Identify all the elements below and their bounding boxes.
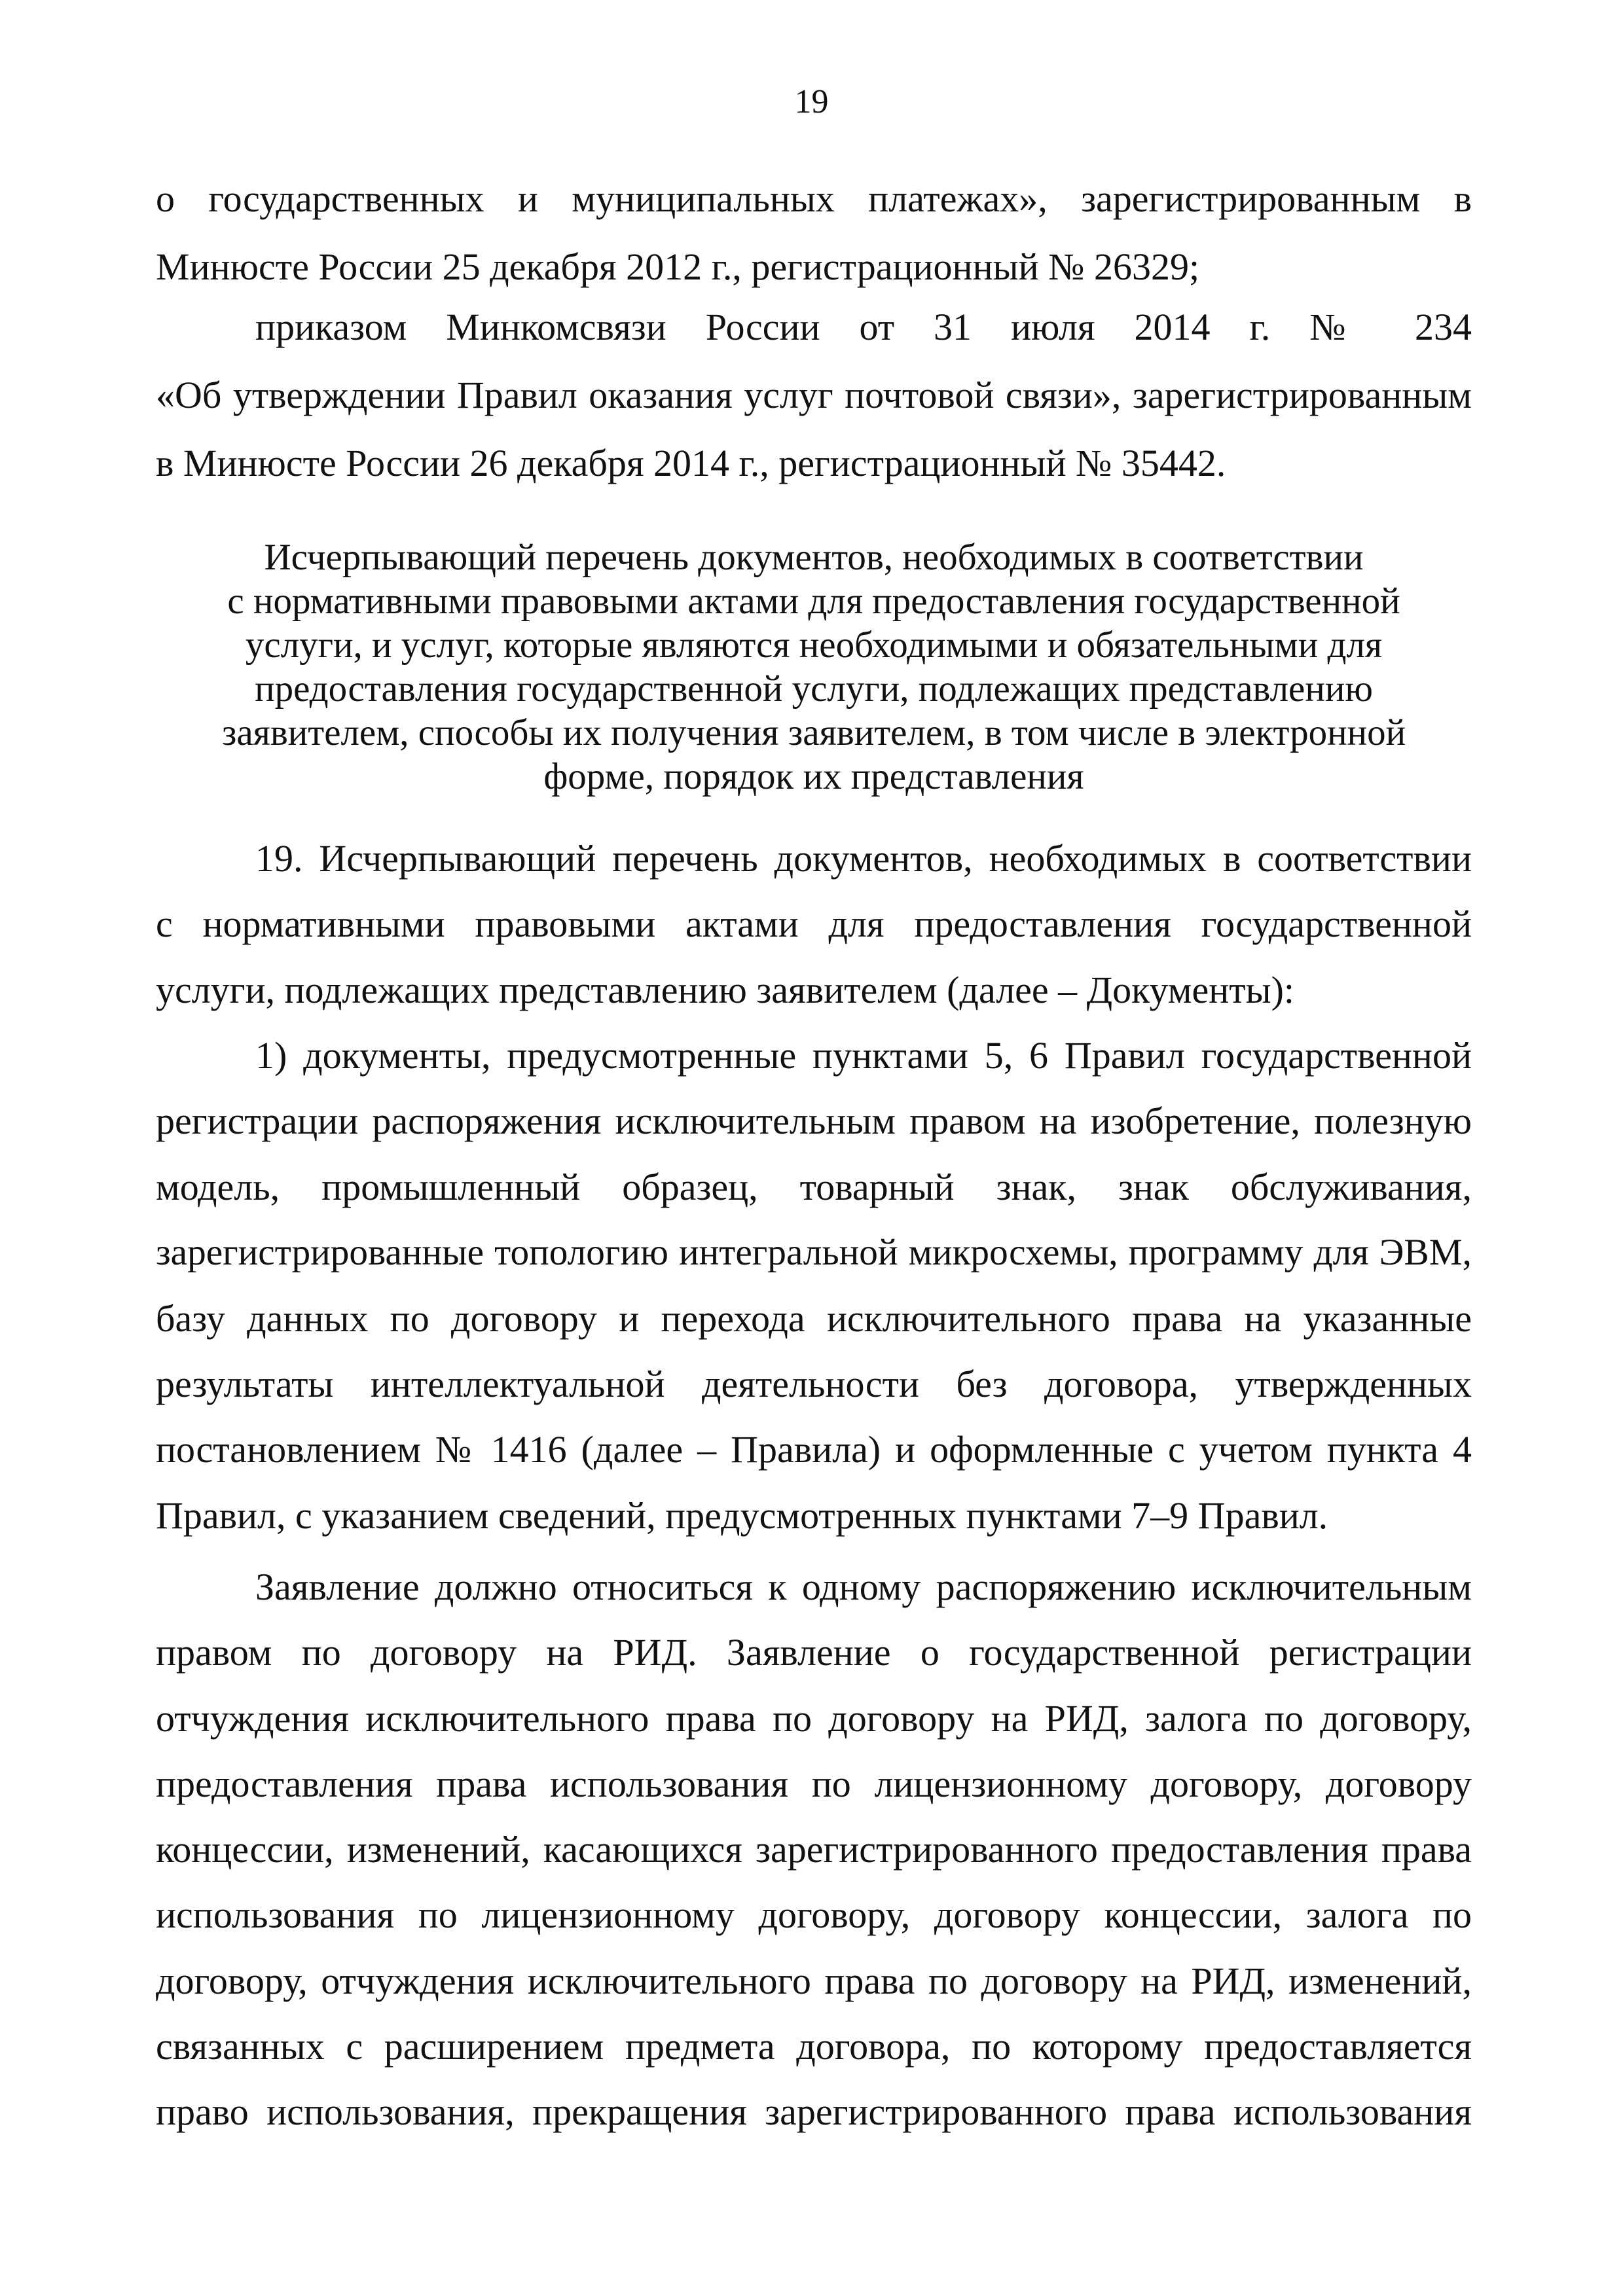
text-line: договору, отчуждения исключительного права по договору на РИД, изменений, [156, 1959, 1472, 2002]
text-line: с нормативными правовыми актами для предоставления государственной [156, 903, 1472, 946]
application-paragraph [156, 1554, 1472, 2145]
text-line: 1) документы, предусмотренные пунктами 5, 6 Правил государственной [255, 1034, 1472, 1077]
heading-line: предоставления государственной услуги, подлежащих представлению [255, 668, 1373, 709]
text-line: Минюсте России 25 декабря 2012 г., регистрационный № 26329; [156, 245, 1200, 288]
text-line: использования по лицензионному договору, договору концессии, залога по [156, 1893, 1472, 1937]
text-line: отчуждения исключительного права по договору на РИД, залога по договору, [156, 1696, 1472, 1740]
intro-paragraph-2 [156, 293, 1472, 497]
text-line: Заявление должно относиться к одному распоряжению исключительным [255, 1566, 1472, 1608]
item-19-paragraph [156, 826, 1472, 1023]
text-line: базу данных по договору и перехода исключительного права на указанные [156, 1297, 1472, 1340]
heading-line: Исчерпывающий перечень документов, необходимых в соответствии [264, 537, 1364, 578]
heading-line: заявителем, способы их получения заявителем, в том числе в электронной [221, 712, 1406, 753]
text-line: 19. Исчерпывающий перечень документов, необходимых в соответствии [255, 837, 1472, 880]
section-heading [156, 535, 1472, 798]
text-line: в Минюсте России 26 декабря 2014 г., регистрационный № 35442. [156, 442, 1226, 484]
text-line: правом по договору на РИД. Заявление о государственной регистрации [156, 1631, 1472, 1674]
text-line: о государственных и муниципальных платежах», зарегистрированным в [156, 177, 1472, 220]
text-line: постановлением № 1416 (далее – Правила) и оформленные с учетом пункта 4 [156, 1428, 1472, 1471]
text-line: зарегистрированные топологию интегральной микросхемы, программу для ЭВМ, [156, 1232, 1472, 1274]
text-line: Правил, с указанием сведений, предусмотренных пунктами 7–9 Правил. [156, 1494, 1328, 1537]
text-line: связанных с расширением предмета договора, по которому предоставляется [156, 2025, 1472, 2068]
subitem-1-paragraph [156, 1023, 1472, 1549]
text-line: предоставления права использования по лицензионному договору, договору [156, 1762, 1472, 1805]
text-line: приказом Минкомсвязи России от 31 июля 2014 г. № 234 [255, 306, 1472, 348]
text-line: регистрации распоряжения исключительным правом на изобретение, полезную [156, 1100, 1472, 1143]
text-line: концессии, изменений, касающихся зарегистрированного предоставления права [156, 1828, 1472, 1871]
text-line: модель, промышленный образец, товарный знак, знак обслуживания, [156, 1165, 1472, 1208]
heading-line: форме, порядок их представления [543, 756, 1084, 797]
text-line: право использования, прекращения зарегистрированного права использования [156, 2090, 1472, 2134]
text-line: услуги, подлежащих представлению заявителем (далее – Документы): [156, 968, 1295, 1011]
text-line: «Об утверждении Правил оказания услуг почтовой связи», зарегистрированным [156, 374, 1472, 416]
text-line: результаты интеллектуальной деятельности без договора, утвержденных [156, 1362, 1472, 1405]
heading-line: услуги, и услуг, которые являются необходимыми и обязательными для [245, 624, 1383, 666]
page-number: 19 [794, 83, 829, 120]
heading-line: с нормативными правовыми актами для предоставления государственной [227, 581, 1400, 622]
intro-paragraph-1 [156, 165, 1472, 301]
